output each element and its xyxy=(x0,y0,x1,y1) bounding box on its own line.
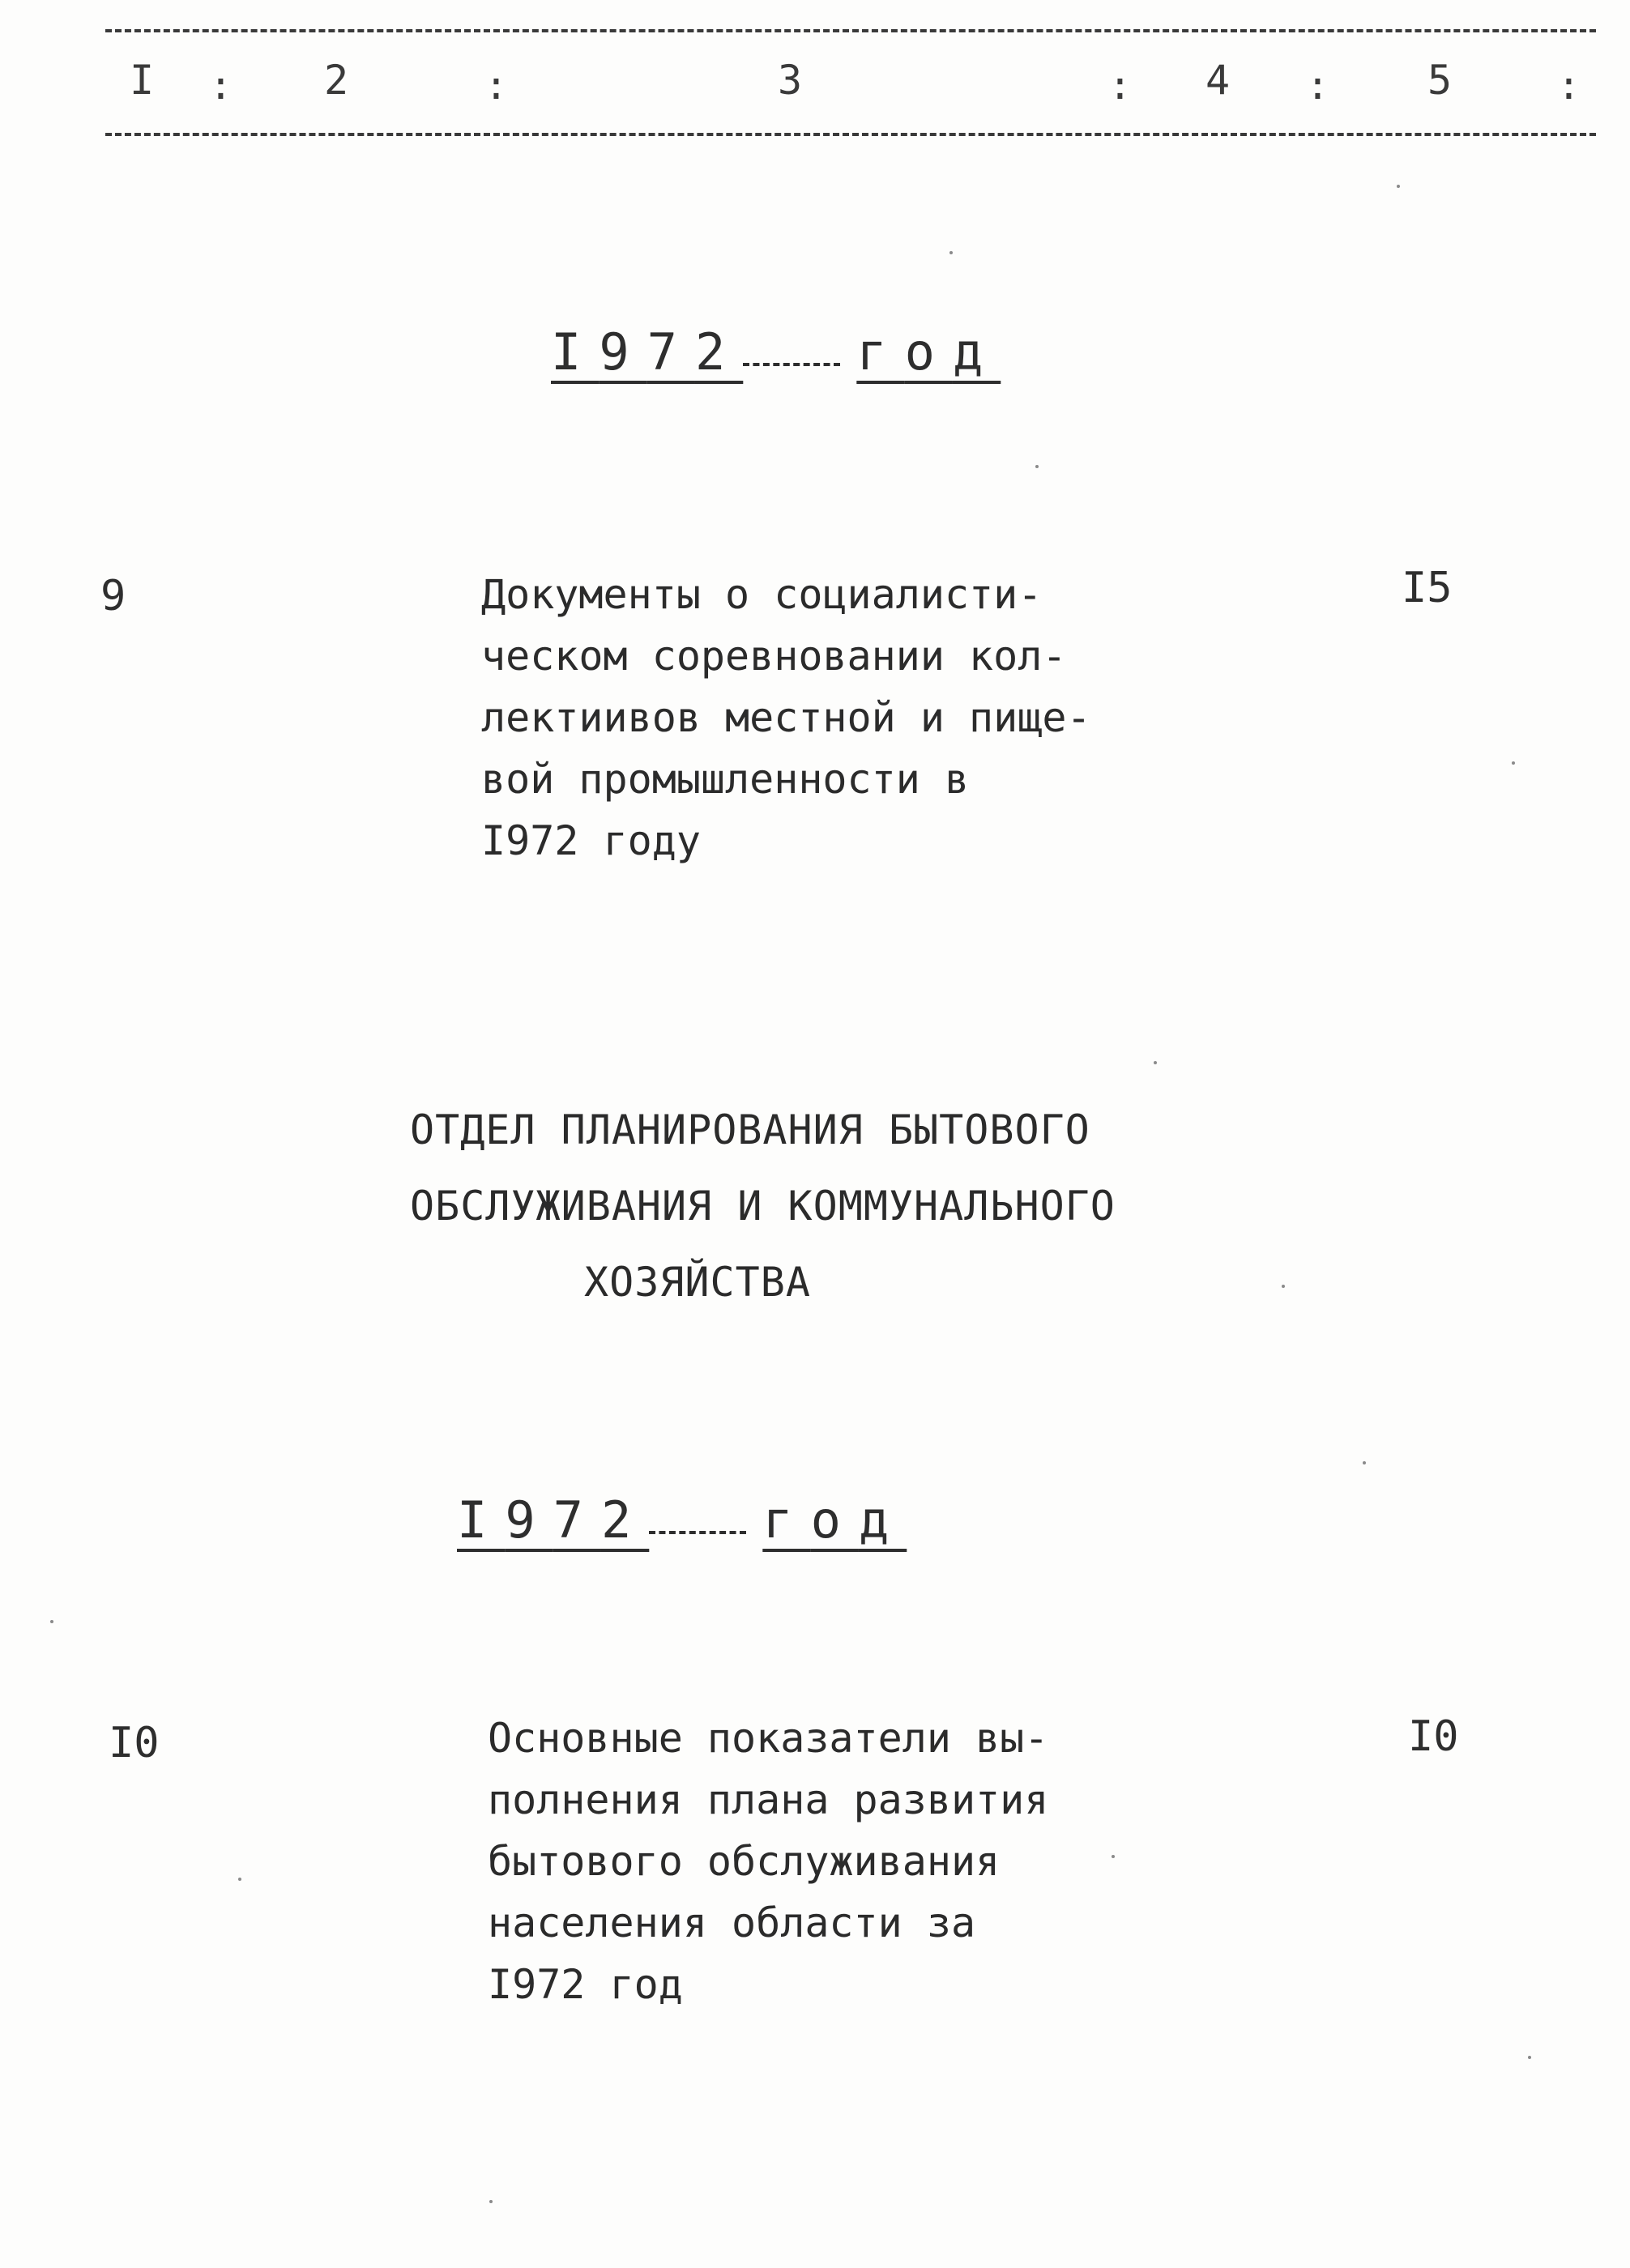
column-header-4: 4 xyxy=(1205,57,1231,104)
year-digit: 7 xyxy=(553,1490,601,1550)
year-digit: 2 xyxy=(694,322,744,382)
scan-speck xyxy=(1363,1461,1366,1464)
scan-speck xyxy=(1528,2056,1531,2059)
year-heading-1 xyxy=(551,322,1001,382)
scan-speck xyxy=(1035,465,1039,468)
column-header-2: 2 xyxy=(324,57,349,104)
column-header-5: 5 xyxy=(1427,57,1453,104)
scan-speck xyxy=(1397,185,1400,188)
year-heading-2 xyxy=(457,1490,907,1550)
year-digit: 9 xyxy=(599,322,647,382)
scan-speck xyxy=(238,1878,241,1881)
entry-number: I0 xyxy=(109,1719,160,1767)
year-word-letter: г xyxy=(856,322,905,382)
year-digit: 9 xyxy=(505,1490,553,1550)
entry-title: Основные показатели вы- полнения плана развития бытового обслуживания населения области за I972 год xyxy=(488,1715,1049,2008)
heading-dash-gap xyxy=(649,1531,746,1534)
column-header-3: 3 xyxy=(778,57,803,104)
section-heading-line: ХОЗЯЙСТВА xyxy=(584,1259,811,1306)
scan-speck xyxy=(1512,761,1515,765)
year-word-letter: г xyxy=(762,1490,811,1550)
column-separator: : xyxy=(1108,63,1132,109)
section-heading-line: ОБСЛУЖИВАНИЯ И КОММУНАЛЬНОГО xyxy=(410,1183,1116,1230)
department-section-heading xyxy=(410,1092,1116,1320)
scan-speck xyxy=(1154,1061,1157,1064)
scan-speck xyxy=(949,251,953,254)
column-header-1: I xyxy=(130,57,155,104)
entry-title: Документы о социалисти- ческом соревновании кол- лектиивов местной и пище- вой промышленности в I972 году xyxy=(481,571,1091,864)
heading-dash-gap xyxy=(743,363,840,366)
year-digit: I xyxy=(551,322,600,382)
section-heading-line: ОТДЕЛ ПЛАНИРОВАНИЯ БЫТОВОГО xyxy=(410,1106,1090,1153)
column-separator: : xyxy=(1557,63,1581,109)
column-separator: : xyxy=(209,63,233,109)
scan-speck xyxy=(1112,1855,1115,1858)
year-word-letter: д xyxy=(858,1490,907,1550)
scan-speck xyxy=(1282,1285,1285,1288)
entry-page-count: I5 xyxy=(1402,564,1453,612)
year-digit: 2 xyxy=(600,1490,650,1550)
year-word-letter: д xyxy=(952,322,1001,382)
column-separator: : xyxy=(1306,63,1329,109)
header-top-rule xyxy=(105,29,1596,32)
year-digit: 7 xyxy=(646,322,695,382)
scan-speck xyxy=(489,2200,493,2203)
year-word-letter: о xyxy=(810,1490,859,1550)
year-digit: I xyxy=(457,1490,506,1550)
header-bottom-rule xyxy=(105,133,1596,136)
column-separator: : xyxy=(484,63,508,109)
year-word-letter: о xyxy=(904,322,953,382)
entry-page-count: I0 xyxy=(1408,1712,1459,1761)
scan-speck xyxy=(50,1620,53,1623)
entry-number: 9 xyxy=(100,572,126,620)
